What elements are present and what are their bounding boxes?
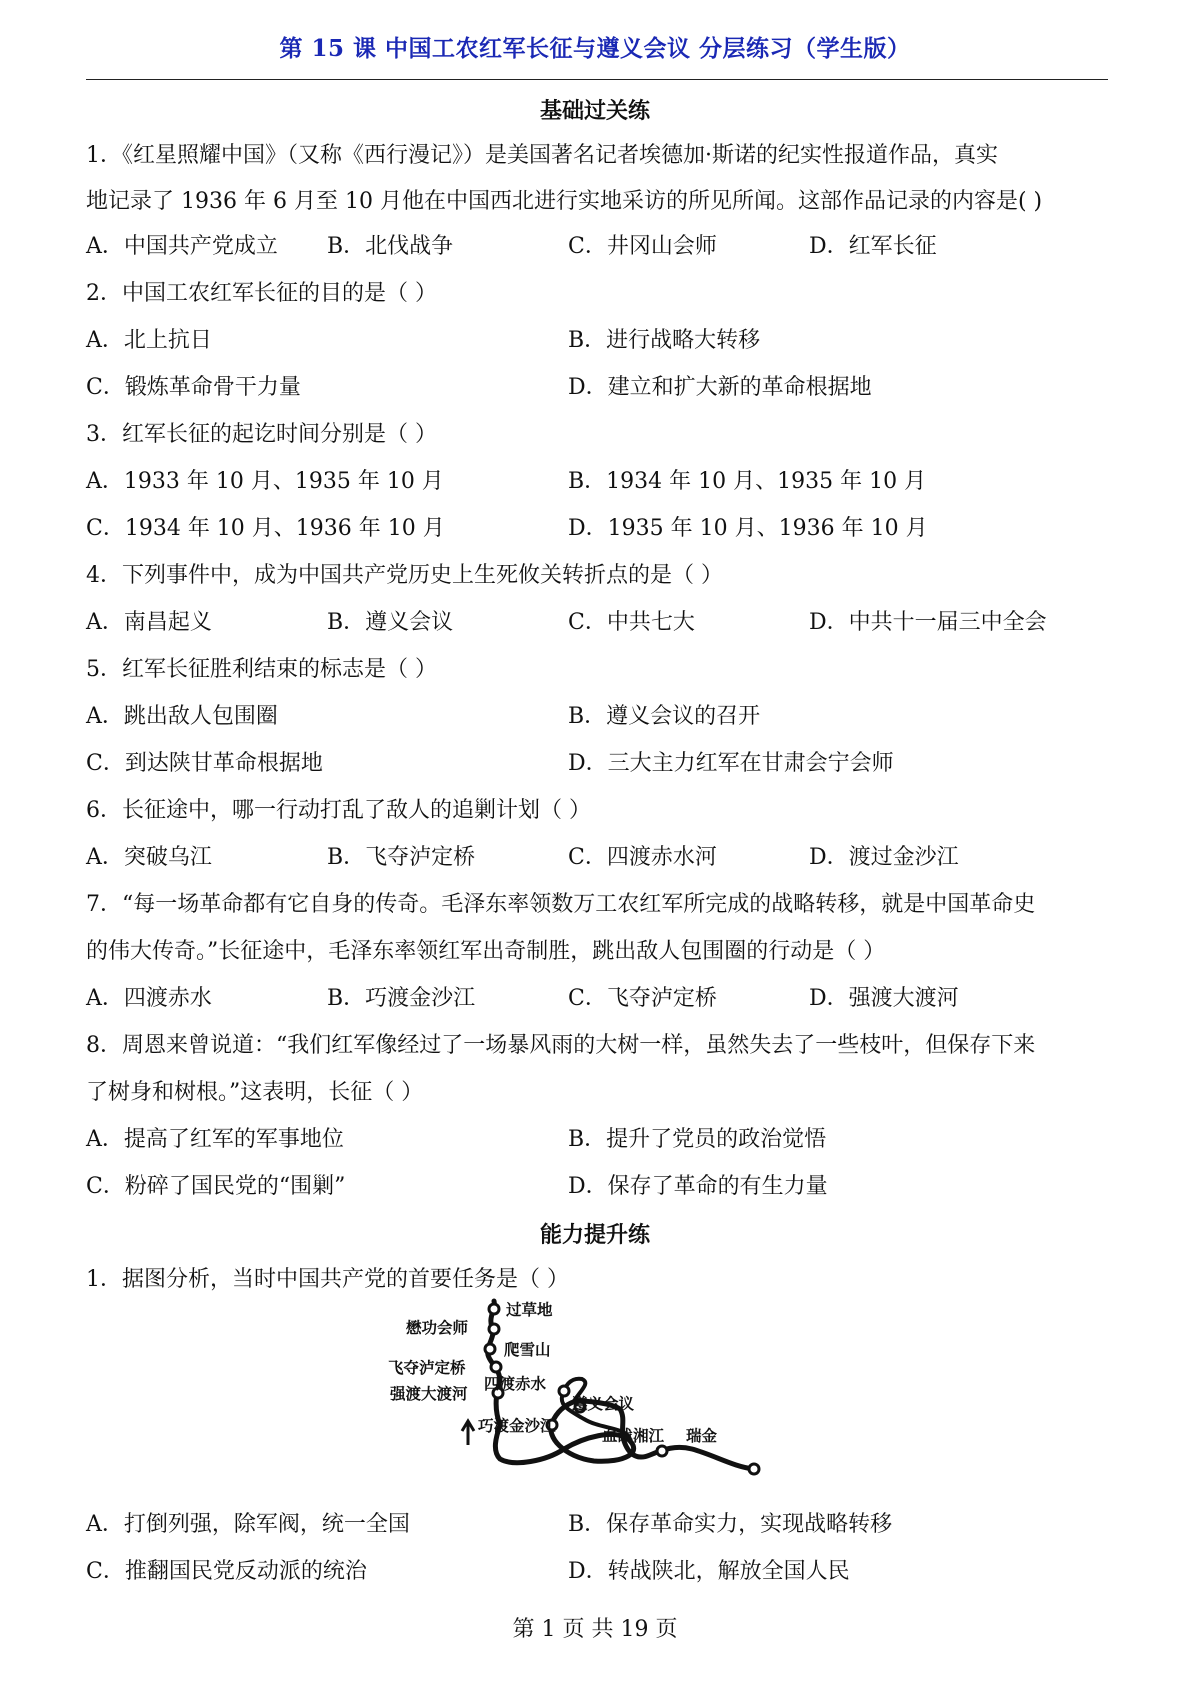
question-4-option-b: B．遵义会议 — [327, 610, 454, 635]
question-3-option-c: C．1934 年 10 月、1936 年 10 月 — [86, 516, 445, 541]
question-2-option-d: D．建立和扩大新的革命根据地 — [568, 375, 872, 400]
question-2-option-c: C．锻炼革命骨干力量 — [86, 375, 301, 400]
start-arrow — [462, 1421, 474, 1445]
question-7-line-2: 的伟大传奇。”长征途中，毛泽东率领红军出奇制胜，跳出敌人包围圈的行动是（ ） — [86, 939, 886, 964]
question-5-option-a: A．跳出敌人包围圈 — [86, 704, 278, 729]
node-caodi — [489, 1304, 499, 1314]
question-5-option-d: D．三大主力红军在甘肃会宁会师 — [568, 751, 894, 776]
label-zunyi: 遵义会议 — [572, 1395, 635, 1413]
label-guocaodi: 过草地 — [506, 1301, 553, 1319]
section-heading-advanced: 能力提升练 — [539, 1222, 650, 1248]
node-sidu — [559, 1386, 569, 1396]
node-luding — [491, 1362, 501, 1372]
question-7-line-1: 7．“每一场革命都有它自身的传奇。毛泽东率领数万工农红军所完成的战略转移，就是中国革命史 — [86, 892, 1036, 917]
question-7-option-a: A．四渡赤水 — [86, 986, 212, 1011]
question-7-option-c: C．飞夺泸定桥 — [568, 986, 717, 1011]
question-3-option-d: D．1935 年 10 月、1936 年 10 月 — [568, 516, 928, 541]
question-4-option-d: D．中共十一届三中全会 — [809, 610, 1047, 635]
question-2-option-a: A．北上抗日 — [86, 328, 212, 353]
label-xiangjiang: 血战湘江 — [602, 1427, 665, 1445]
page-title: 第 15 课 中国工农红军长征与遵义会议 分层练习（学生版） — [279, 35, 911, 62]
question-1-line-1: 1．《红星照耀中国》（又称《西行漫记》）是美国著名记者埃德加·斯诺的纪实性报道作品，真实 — [86, 143, 998, 168]
question-2-option-b: B．进行战略大转移 — [568, 328, 761, 353]
section-heading-basic: 基础过关练 — [539, 98, 650, 124]
question-1-line-2: 地记录了 1936 年 6 月至 10 月他在中国西北进行实地采访的所见所闻。这部作品记录的内容是( ) — [86, 189, 1043, 214]
advanced-question-1-line-1: 1．据图分析，当时中国共产党的首要任务是（ ） — [86, 1267, 569, 1292]
question-8-option-c: C．粉碎了国民党的“围剿” — [86, 1174, 346, 1199]
question-3-option-b: B．1934 年 10 月、1935 年 10 月 — [568, 469, 927, 494]
advanced-question-1-option-d: D．转战陕北，解放全国人民 — [568, 1559, 850, 1584]
long-march-route-map — [388, 1297, 782, 1485]
question-7-option-b: B．巧渡金沙江 — [327, 986, 476, 1011]
question-8-option-a: A．提高了红军的军事地位 — [86, 1127, 344, 1152]
label-paxueshan: 爬雪山 — [504, 1341, 551, 1359]
question-6-option-d: D．渡过金沙江 — [809, 845, 959, 870]
question-4-line-1: 4．下列事件中，成为中国共产党历史上生死攸关转折点的是（ ） — [86, 563, 723, 588]
question-8-line-1: 8．周恩来曾说道：“我们红军像经过了一场暴风雨的大树一样，虽然失去了一些枝叶，但保存下来 — [86, 1033, 1036, 1058]
question-8-option-d: D．保存了革命的有生力量 — [568, 1174, 828, 1199]
question-1-option-d: D．红军长征 — [809, 234, 937, 259]
label-ruijin: 瑞金 — [686, 1427, 718, 1445]
node-xueshan — [485, 1344, 495, 1354]
advanced-question-1-option-c: C．推翻国民党反动派的统治 — [86, 1559, 367, 1584]
node-xiangjiang — [657, 1446, 667, 1456]
question-6-option-a: A．突破乌江 — [86, 845, 212, 870]
question-3-line-1: 3．红军长征的起讫时间分别是（ ） — [86, 422, 437, 447]
question-5-line-1: 5．红军长征胜利结束的标志是（ ） — [86, 657, 437, 682]
question-1-option-a: A．中国共产党成立 — [86, 234, 278, 259]
label-feiduo: 飞夺泸定桥 — [388, 1359, 466, 1377]
question-6-option-c: C．四渡赤水河 — [568, 845, 717, 870]
title-divider — [86, 79, 1108, 80]
advanced-question-1-option-b: B．保存革命实力，实现战略转移 — [568, 1512, 893, 1537]
question-6-line-1: 6．长征途中，哪一行动打乱了敌人的追剿计划（ ） — [86, 798, 591, 823]
question-6-option-b: B．飞夺泸定桥 — [327, 845, 476, 870]
node-ruijin — [749, 1464, 759, 1474]
label-sidu: 四渡赤水 — [484, 1375, 547, 1393]
question-4-option-a: A．南昌起义 — [86, 610, 212, 635]
question-5-option-b: B．遵义会议的召开 — [568, 704, 761, 729]
label-qiaodu: 巧渡金沙江 — [478, 1417, 556, 1435]
question-8-option-b: B．提升了党员的政治觉悟 — [568, 1127, 827, 1152]
advanced-question-1-option-a: A．打倒列强，除军阀，统一全国 — [86, 1512, 410, 1537]
node-maogong — [489, 1324, 499, 1334]
question-8-line-2: 了树身和树根。”这表明，长征（ ） — [86, 1080, 424, 1105]
question-4-option-c: C．中共七大 — [568, 610, 695, 635]
question-2-line-1: 2．中国工农红军长征的目的是（ ） — [86, 281, 437, 306]
label-maogong: 懋功会师 — [406, 1319, 469, 1337]
question-1-option-c: C．井冈山会师 — [568, 234, 717, 259]
page-footer: 第 1 页 共 19 页 — [512, 1617, 678, 1642]
question-7-option-d: D．强渡大渡河 — [809, 986, 959, 1011]
question-5-option-c: C．到达陕甘革命根据地 — [86, 751, 323, 776]
question-3-option-a: A．1933 年 10 月、1935 年 10 月 — [86, 469, 444, 494]
question-1-option-b: B．北伐战争 — [327, 234, 454, 259]
label-qiangdu: 强渡大渡河 — [390, 1385, 468, 1403]
